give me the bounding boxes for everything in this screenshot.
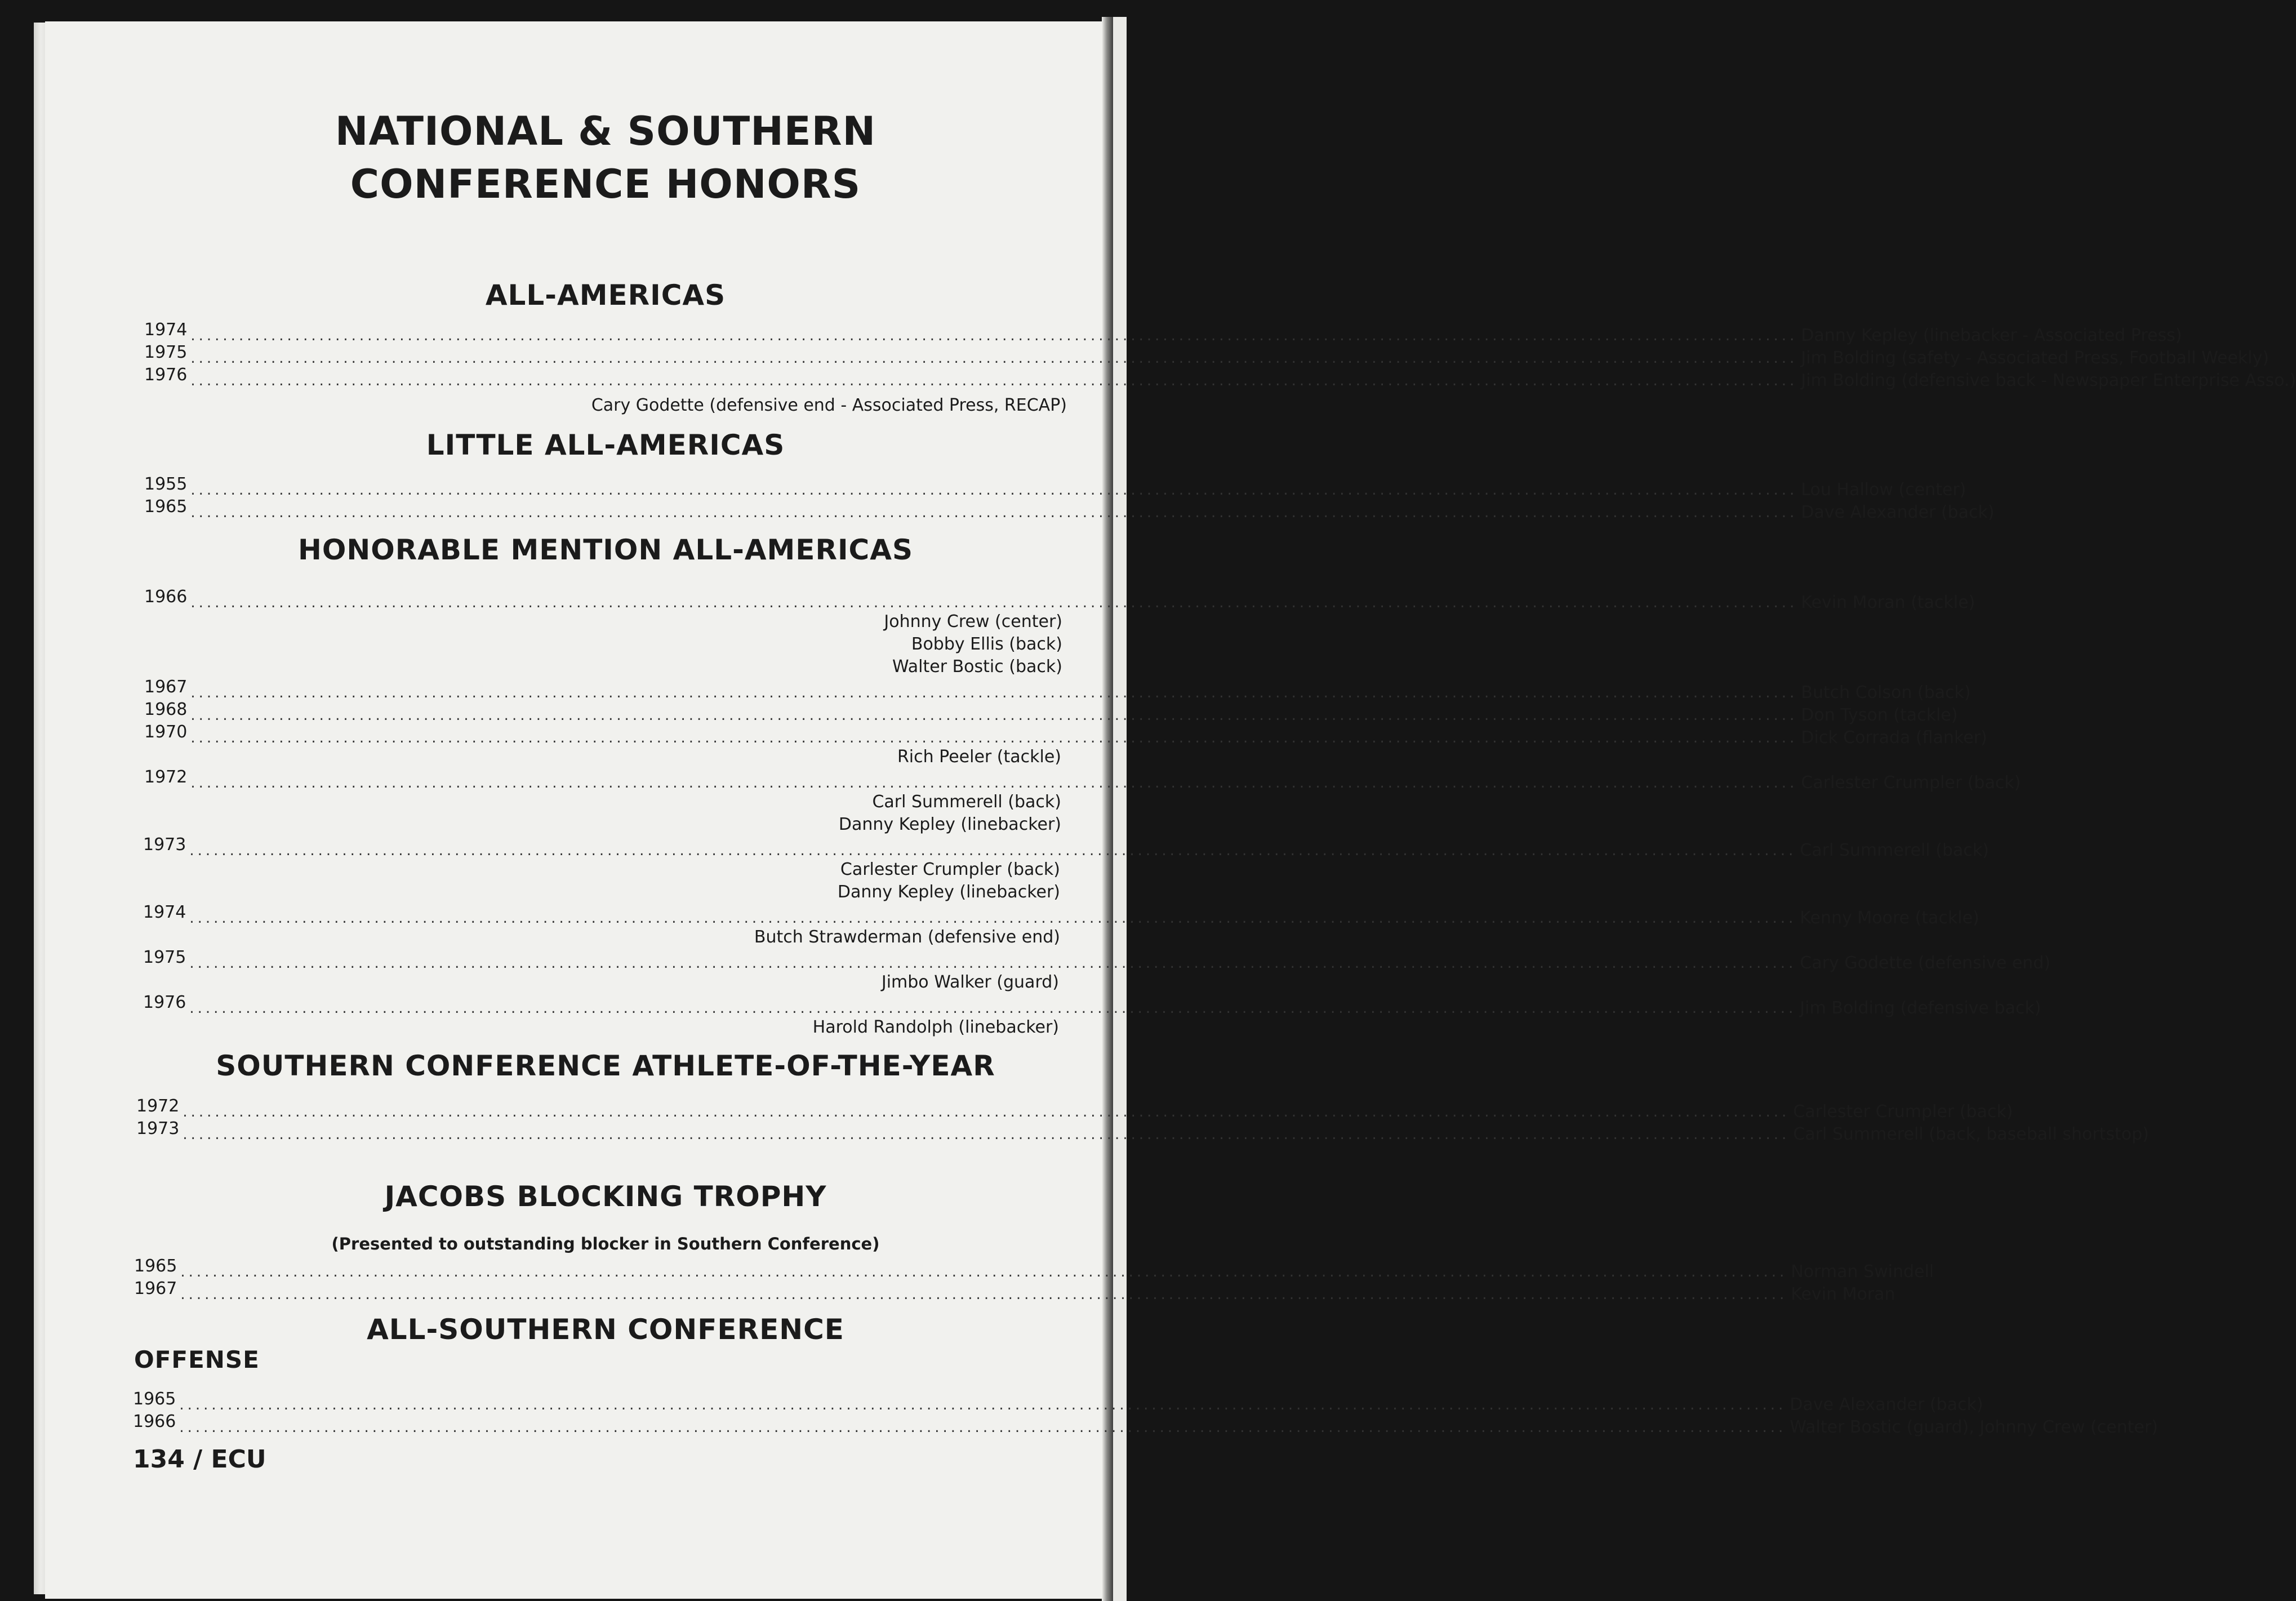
honor-recipient: Carl Summerell (back) [1800,840,1989,860]
honor-continuation: Carl Summerell (back) [872,792,1061,812]
honor-year: 1965 [133,1389,176,1409]
honor-year: 1973 [136,1119,180,1139]
honor-recipient: Lou Hallow (center) [1801,480,1966,500]
honor-recipient: Dave Alexander (back) [1801,502,1995,522]
honor-year: 1966 [133,1412,176,1431]
title-line-1: NATIONAL & SOUTHERN [335,108,876,154]
honor-row [144,474,1966,500]
jacobs-trophy-heading: JACOBS BLOCKING TROPHY [384,1180,827,1213]
dot-leader: ........................................................................................................................................................................................................ [189,910,1797,927]
honor-year: 1966 [144,587,188,607]
dot-leader: ........................................................................................................................................................................................................ [190,594,1798,611]
honor-row [134,1256,1934,1282]
honor-year: 1972 [144,767,188,787]
honor-recipient: Cary Godette (defensive end) [1800,953,2051,973]
honor-row [133,1412,2158,1438]
honor-continuation: Walter Bostic (back) [892,657,1062,677]
dot-leader: ........................................................................................................................................................................................................ [190,504,1798,521]
honor-recipient: Don Tyson (tackle) [1801,705,1958,725]
dot-leader: ........................................................................................................................................................................................................ [190,327,1798,344]
honor-continuation: Butch Strawderman (defensive end) [754,927,1060,947]
honor-row [136,1119,2149,1145]
dot-leader: ........................................................................................................................................................................................................ [190,350,1798,367]
honor-continuation: Rich Peeler (tackle) [897,747,1061,767]
honor-year: 1967 [134,1279,177,1298]
honor-row [144,365,2296,391]
honor-year: 1973 [143,835,186,855]
honor-continuation: Carlester Crumpler (back) [840,860,1060,879]
honor-year: 1967 [144,677,188,697]
little-all-americas-heading: LITTLE ALL-AMERICAS [426,429,785,461]
honor-recipient: Jim Bolding (defensive back) [1800,998,2041,1018]
honor-year: 1972 [136,1096,180,1116]
dot-leader: ........................................................................................................................................................................................................ [190,684,1798,701]
honor-continuation: Johnny Crew (center) [884,612,1062,631]
honor-year: 1974 [144,320,188,340]
honor-row [143,948,2051,973]
dot-leader: ........................................................................................................................................................................................................ [189,955,1797,972]
dot-leader: ........................................................................................................................................................................................................ [190,730,1798,746]
honor-row [144,722,1987,748]
honor-recipient: Kevin Moran [1791,1284,1895,1304]
honor-recipient: Kenny Moore (tackle) [1800,908,1979,928]
honor-continuation: Jimbo Walker (guard) [881,972,1059,992]
honor-recipient: Carl Summerell (back, baseball shortstop) [1793,1124,2149,1144]
honor-continuation: Cary Godette (defensive end - Associated Press, RECAP) [591,395,1067,415]
all-southern-heading: ALL-SOUTHERN CONFERENCE [367,1313,844,1346]
all-americas-heading: ALL-AMERICAS [485,279,726,312]
honor-year: 1975 [143,948,186,967]
honor-row [144,320,2182,346]
athlete-of-year-heading: SOUTHERN CONFERENCE ATHLETE-OF-THE-YEAR [216,1049,995,1082]
honor-recipient: Dick Corrada (flanker) [1801,728,1987,748]
honor-recipient: Norman Swindell [1791,1262,1934,1282]
honorable-mention-heading: HONORABLE MENTION ALL-AMERICAS [298,533,913,566]
honor-recipient: Butch Colson (back) [1801,683,1971,702]
honor-recipient: Danny Kepley (linebacker - Associated Press) [1801,326,2182,345]
honor-year: 1974 [143,902,186,922]
honor-row [144,767,2021,793]
honor-recipient: Jim Bolding (safety - Associated Press, Football Weekly) [1801,348,2270,368]
honor-year: 1955 [144,474,188,494]
title-line-2: CONFERENCE HONORS [350,161,861,207]
dot-leader: ........................................................................................................................................................................................................ [183,1126,1790,1143]
honor-recipient: Kevin Moran (tackle) [1801,593,1975,612]
honor-year: 1965 [134,1256,177,1276]
book-gutter [1102,17,1113,1601]
dot-leader: ........................................................................................................................................................................................................ [180,1286,1788,1303]
honor-row [144,587,1975,613]
honor-continuation: Harold Randolph (linebacker) [812,1017,1059,1037]
page-number-footer: 134 / ECU [133,1445,266,1474]
honor-row [144,343,2270,368]
jacobs-trophy-note: (Presented to outstanding blocker in Southern Conference) [331,1234,880,1253]
honor-row [133,1389,1983,1415]
honor-row [144,497,1995,523]
honor-recipient: Walter Bostic (guard), Johnny Crew (center) [1790,1417,2158,1437]
dot-leader: ........................................................................................................................................................................................................ [189,1000,1797,1017]
honor-continuation: Danny Kepley (linebacker) [837,882,1060,902]
honor-year: 1970 [144,722,188,742]
honor-year: 1975 [144,343,188,362]
page-title [45,105,1166,211]
dot-leader: ........................................................................................................................................................................................................ [180,1264,1788,1280]
honor-recipient: Jim Bolding (defensive back - Newspaper Enterprise Asso.) [1801,371,2296,390]
dot-leader: ........................................................................................................................................................................................................ [183,1104,1790,1120]
dot-leader: ........................................................................................................................................................................................................ [190,775,1798,791]
honor-row [144,677,1971,703]
honor-row [143,835,1989,861]
honor-continuation: Danny Kepley (linebacker) [838,815,1061,834]
honor-year: 1968 [144,700,188,719]
honor-continuation: Bobby Ellis (back) [911,634,1062,654]
honor-recipient: Dave Alexander (back) [1790,1395,1983,1415]
honor-year: 1976 [143,993,186,1012]
honor-year: 1965 [144,497,188,517]
dot-leader: ........................................................................................................................................................................................................ [189,842,1797,859]
facing-page-edge [1111,17,1127,1601]
offense-subheading: OFFENSE [134,1346,260,1373]
honor-row [136,1096,2013,1122]
dot-leader: ........................................................................................................................................................................................................ [179,1419,1787,1436]
honor-recipient: Carlester Crumpler (back) [1793,1102,2013,1122]
dot-leader: ........................................................................................................................................................................................................ [190,707,1798,724]
dot-leader: ........................................................................................................................................................................................................ [190,482,1798,499]
honor-row [143,993,2041,1019]
honor-recipient: Carlester Crumpler (back) [1801,773,2021,793]
dot-leader: ........................................................................................................................................................................................................ [179,1397,1787,1413]
dot-leader: ........................................................................................................................................................................................................ [190,372,1798,389]
honor-row [144,700,1958,726]
honor-year: 1976 [144,365,188,385]
honor-row [143,902,1979,928]
honor-row [134,1279,1895,1305]
